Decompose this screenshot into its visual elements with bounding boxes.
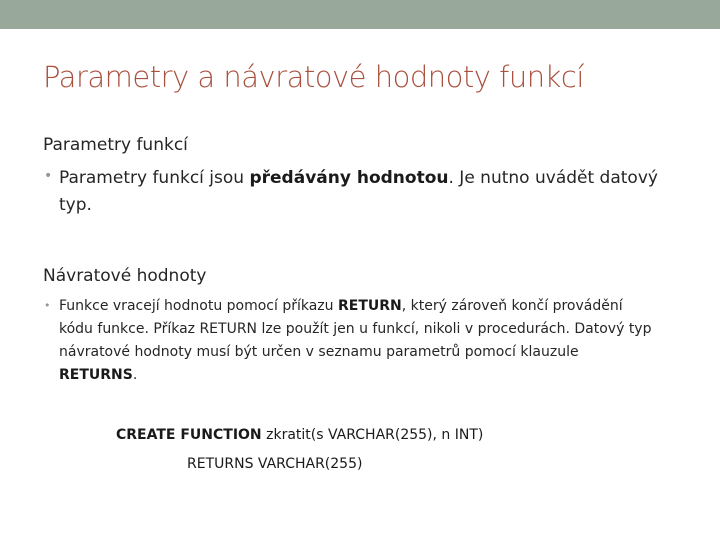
- top-accent-bar: [0, 0, 720, 29]
- parameters-bullet-text: Parametry funkcí jsou předávány hodnotou. Je nutno uvádět datový typ.: [59, 168, 658, 215]
- bold-returns: RETURNS: [59, 367, 133, 383]
- code-line-returns: RETURNS VARCHAR(255): [187, 456, 363, 472]
- slide-title: Parametry a návratové hodnoty funkcí: [43, 60, 584, 94]
- section-heading-parameters: Parametry funkcí: [43, 135, 188, 155]
- code-line-create-function: CREATE FUNCTION zkratit(s VARCHAR(255), n INT): [116, 427, 484, 443]
- code-keyword: CREATE FUNCTION: [116, 427, 262, 443]
- bullet-icon: •: [44, 299, 51, 312]
- section-heading-return-values: Návratové hodnoty: [43, 266, 207, 286]
- return-values-bullet-text: Funkce vracejí hodnotu pomocí příkazu RETURN, který zároveň končí provádění kódu funkce. Příkaz RETURN lze použít jen u funkcí, nikoli v procedurách. Datový typ návratové hodnoty musí být určen v seznamu parametrů pomocí klauzule RETURNS.: [59, 298, 652, 383]
- bold-passed-by-value: předávány hodnotou: [249, 168, 449, 188]
- bold-return: RETURN: [337, 298, 402, 314]
- bullet-icon: •: [44, 168, 53, 184]
